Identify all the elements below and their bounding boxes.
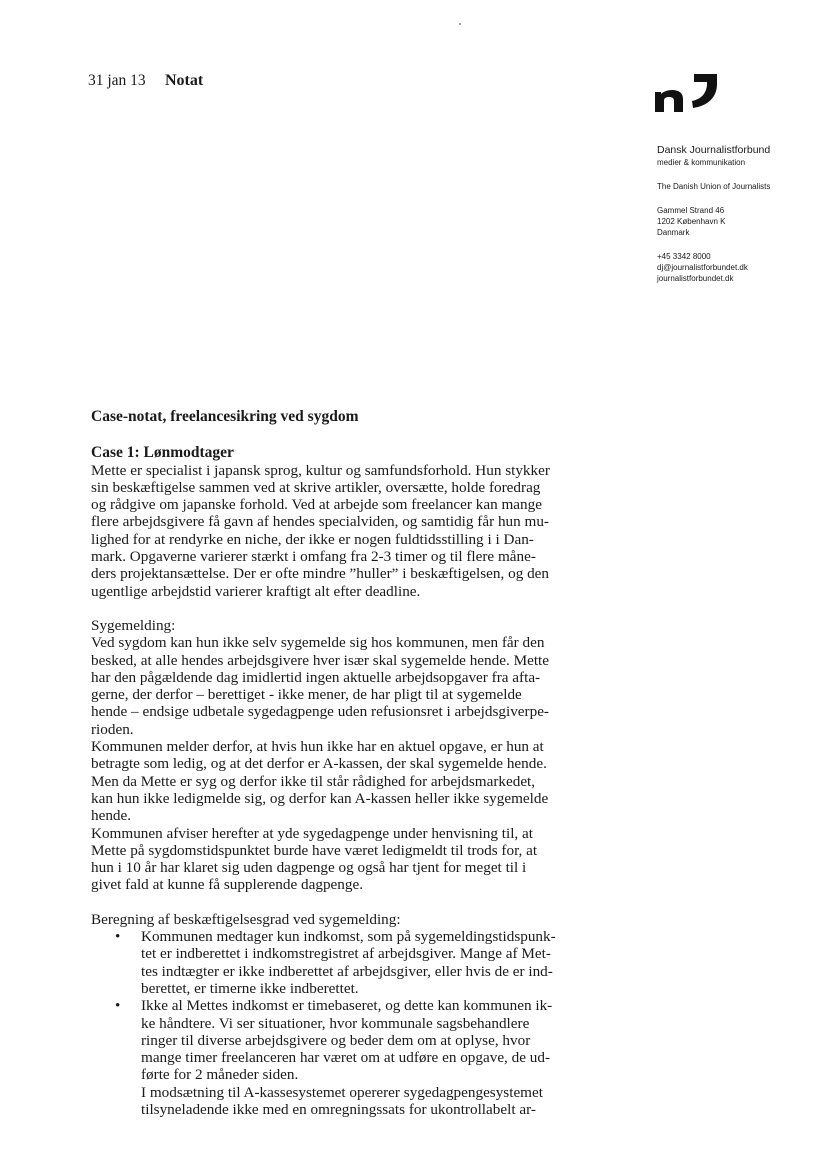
- text-line: I modsætning til A-kassesystemet opererer sygedagpengesystemet: [141, 1083, 543, 1101]
- text-line: kan hun ikke ledigmelde sig, og derfor kan A-kassen heller ikke sygemelde: [91, 789, 549, 807]
- text-line: har den pågældende dag imidlertid ingen aktuelle arbejdsopgaver fra afta-: [91, 668, 541, 686]
- email-address: dj@journalistforbundet.dk: [657, 263, 748, 272]
- sygemelding-paragraph-3: [91, 825, 601, 894]
- text-line: Kommunen melder derfor, at hvis hun ikke har en aktuel opgave, er hun at: [91, 738, 544, 756]
- bullet-list: [91, 928, 601, 1118]
- bullet-marker: •: [115, 997, 121, 1015]
- phone-number: +45 3342 8000: [657, 252, 711, 261]
- text-line: og rådgive om japanske forhold. Ved at arbejde som freelancer kan mange: [91, 496, 542, 514]
- text-line: Men da Mette er syg og derfor ikke til står rådighed for arbejdsmarkedet,: [91, 772, 536, 790]
- scan-speck: [459, 23, 461, 25]
- text-line: Kommunen medtager kun indkomst, som på sygemeldingstidspunk-: [141, 928, 556, 946]
- text-line: flere arbejdsgivere få gavn af hendes specialviden, og samtidig får hun mu-: [91, 513, 549, 531]
- document-type: Notat: [165, 72, 204, 89]
- case-intro-paragraph: [91, 462, 601, 600]
- text-line: besked, at alle hendes arbejdsgivere hver især skal sygemelde hende. Mette: [91, 651, 549, 669]
- text-line: førte for 2 måneder siden.: [141, 1066, 299, 1084]
- website: journalistforbundet.dk: [657, 274, 734, 283]
- text-line: Kommunen afviser herefter at yde sygedagpenge under henvisning til, at: [91, 824, 533, 842]
- text-line: lighed for at rendyrke en niche, der ikke er nogen fuldtidsstilling i i Dan-: [91, 530, 534, 548]
- text-line: tes indtægter er ikke indberettet af arbejdsgiver, eller hvis de er ind-: [141, 962, 553, 980]
- org-tagline: medier & kommunikation: [657, 158, 746, 167]
- text-line: givet fald at kunne få supplerende dagpenge.: [91, 876, 364, 894]
- text-line: mange timer freelanceren har været om at udføre en opgave, de ud-: [141, 1049, 551, 1067]
- address-line: Danmark: [657, 228, 690, 237]
- document-title: Case-notat, freelancesikring ved sygdom: [91, 408, 359, 425]
- text-line: tilsyneladende ikke med en omregningssats for ukontrollabelt ar-: [141, 1100, 536, 1118]
- bullet-marker: •: [115, 928, 121, 946]
- text-line: hende – endsige udbetale sygedagpenge uden refusionsret i arbejdsgiverpe-: [91, 703, 549, 721]
- text-line: betragte som ledig, og at det derfor er A-kassen, der skal sygemelde hende.: [91, 755, 547, 773]
- document-body: [91, 408, 601, 1118]
- sender-block: [657, 144, 822, 284]
- text-line: gerne, der derfor – berettiget - ikke mener, de har pligt til at sygemelde: [91, 686, 522, 704]
- list-item: [91, 997, 601, 1118]
- text-line: Ikke al Mettes indkomst er timebaseret, og dette kan kommunen ik-: [141, 997, 553, 1015]
- address-block: [657, 205, 822, 238]
- org-english-name: The Danish Union of Journalists: [657, 182, 771, 191]
- beregning-heading: Beregning af beskæftigelsesgrad ved sygemelding:: [91, 910, 401, 928]
- text-line: Mette er specialist i japansk sprog, kultur og samfundsforhold. Hun stykker: [91, 461, 550, 479]
- org-name: Dansk Journalistforbund: [657, 144, 771, 156]
- text-line: ders projektansættelse. Der er ofte mindre ”huller” i beskæftigelsen, og den: [91, 565, 550, 583]
- text-line: hende.: [91, 807, 132, 825]
- address-line: 1202 København K: [657, 217, 726, 226]
- text-line: Mette på sygdomstidspunktet burde have været ledigmeldt til trods for, at: [91, 841, 538, 859]
- text-line: berettet, er timerne ikke indberettet.: [141, 979, 359, 997]
- contact-block: [657, 251, 822, 284]
- text-line: sin beskæftigelse sammen ved at skrive artikler, oversætte, holde foredrag: [91, 478, 541, 496]
- sygemelding-paragraph-2: [91, 738, 601, 824]
- document-date: 31 jan 13: [88, 72, 146, 89]
- text-line: hun i 10 år har klaret sig uden dagpenge og også har tjent for meget til i: [91, 859, 527, 877]
- text-line: mark. Opgaverne varierer stærkt i omfang fra 2-3 timer og til flere måne-: [91, 548, 536, 566]
- text-line: rioden.: [91, 720, 134, 738]
- case-heading: Case 1: Lønmodtager: [91, 444, 234, 462]
- text-line: ugentlige arbejdstid varierer kraftigt alt efter deadline.: [91, 582, 421, 600]
- dj-logo: [655, 70, 721, 114]
- text-line: ringer til diverse arbejdsgivere og beder dem om at oplyse, hvor: [141, 1031, 531, 1049]
- text-line: ke håndtere. Vi ser situationer, hvor kommunale sagsbehandlere: [141, 1014, 530, 1032]
- sygemelding-paragraph-1: [91, 634, 601, 738]
- address-line: Gammel Strand 46: [657, 206, 725, 215]
- sygemelding-heading: Sygemelding:: [91, 616, 176, 634]
- text-line: Ved sygdom kan hun ikke selv sygemelde sig hos kommunen, men får den: [91, 634, 545, 652]
- text-line: tet er indberettet i indkomstregistret af arbejdsgiver. Mange af Met-: [141, 945, 551, 963]
- list-item: [91, 928, 601, 997]
